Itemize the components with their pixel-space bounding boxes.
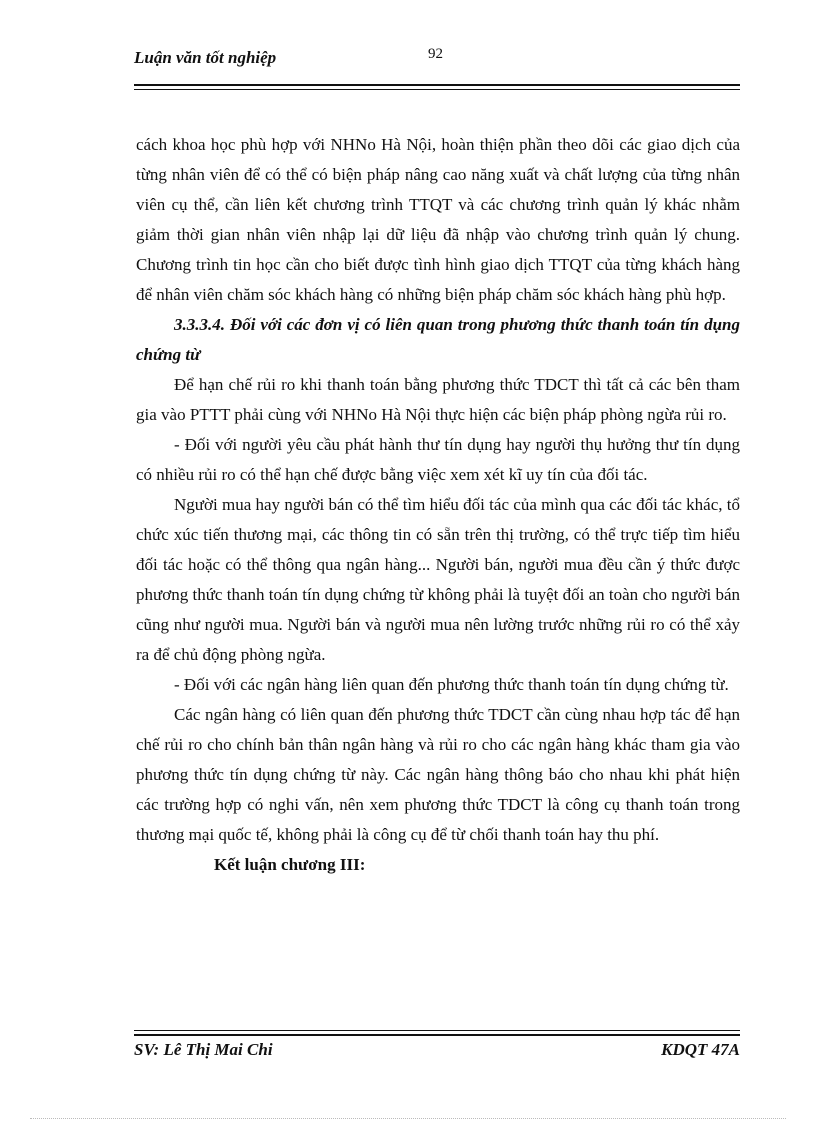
footer-rule-top <box>134 1030 740 1031</box>
header-rule-top <box>134 84 740 86</box>
footer-student-name: SV: Lê Thị Mai Chi <box>134 1040 273 1059</box>
paragraph-1: cách khoa học phù hợp với NHNo Hà Nội, hoàn thiện phần theo dõi các giao dịch của từng nhân viên để có thể có biện pháp nâng cao năng xuất và chất lượng của từng nhân viên cụ thể, cần liên kết chương trình TTQT và các chương trình quản lý khác nhằm giảm thời gian nhân viên nhập lại dữ liệu đã nhập vào chương trình quản lý chung. Chương trình tin học cần cho biết được tình hình giao dịch TTQT của từng khách hàng để nhân viên chăm sóc khách hàng có những biện pháp chăm sóc khách hàng phù hợp. <box>136 135 740 304</box>
paragraph-4: Người mua hay người bán có thể tìm hiểu đối tác của mình qua các đối tác khác, tổ chức xúc tiến thương mại, các thông tin có sẵn trên thị trường, có thể trực tiếp tìm hiểu đối tác hoặc có thể thông qua ngân hàng... Người bán, người mua đều cần ý thức được phương thức thanh toán tín dụng chứng từ không phải là tuyệt đối an toàn cho người bán cũng như người mua. Người bán và người mua nên lường trước những rủi ro có thể xảy ra để chủ động phòng ngừa. <box>136 495 740 664</box>
paragraph-5: - Đối với các ngân hàng liên quan đến phương thức thanh toán tín dụng chứng từ. <box>174 675 729 694</box>
section-heading: 3.3.3.4. Đối với các đơn vị có liên quan trong phương thức thanh toán tín dụng chứng từ <box>136 315 740 364</box>
footer-class-code: KDQT 47A <box>661 1040 740 1059</box>
header-title: Luận văn tốt nghiệp <box>134 48 277 67</box>
paragraph-2: Để hạn chế rủi ro khi thanh toán bằng phương thức TDCT thì tất cả các bên tham gia vào PTTT phải cùng với NHNo Hà Nội thực hiện các biện pháp phòng ngừa rủi ro. <box>136 375 740 424</box>
body-text <box>136 130 740 880</box>
footer-rule-bottom <box>134 1034 740 1036</box>
page-edge-dotted-line <box>30 1118 786 1119</box>
paragraph-3: - Đối với người yêu cầu phát hành thư tín dụng hay người thụ hưởng thư tín dụng có nhiều rủi ro có thể hạn chế được bằng việc xem xét kĩ uy tín của đối tác. <box>136 435 740 484</box>
paragraph-6: Các ngân hàng có liên quan đến phương thức TDCT cần cùng nhau hợp tác để hạn chế rủi ro cho chính bản thân ngân hàng và rủi ro cho các ngân hàng khác tham gia vào phương thức tín dụng chứng từ này. Các ngân hàng thông báo cho nhau khi phát hiện các trường hợp có nghi vấn, nên xem phương thức TDCT là công cụ thanh toán trong thương mại quốc tế, không phải là công cụ để từ chối thanh toán hay thu phí. <box>136 705 740 844</box>
page-number: 92 <box>428 46 443 62</box>
conclusion-heading: Kết luận chương III: <box>214 855 366 874</box>
header-rule-bottom <box>134 89 740 90</box>
